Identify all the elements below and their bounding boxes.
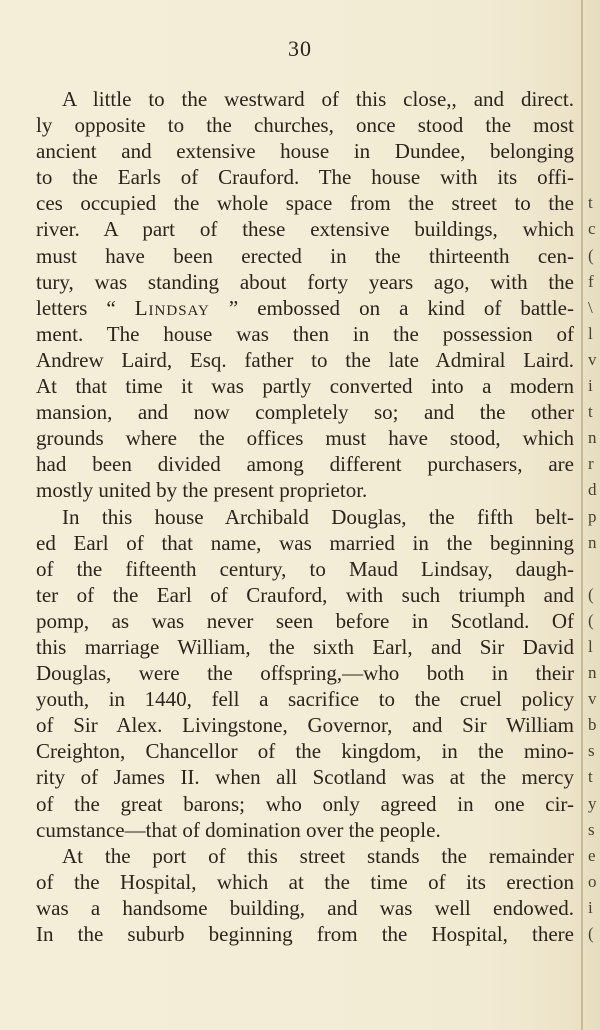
margin-char: ( (588, 610, 594, 630)
margin-char: s (588, 819, 595, 839)
margin-char: t (588, 402, 593, 422)
text-line: ed Earl of that name, was married in the beginning (36, 530, 574, 555)
text-line: letters “ Lindsay ” embossed on a kind of battle- (36, 295, 574, 320)
margin-char: b (588, 715, 597, 735)
margin-char: r (588, 454, 594, 474)
margin-char: n (588, 663, 597, 683)
text-line: to the Earls of Crauford. The house with its offi- (36, 165, 574, 190)
text-line: was a handsome building, and was well endowed. (36, 895, 574, 920)
margin-char: ( (588, 924, 594, 943)
text-line: ancient and extensive house in Dundee, belonging (36, 139, 574, 164)
margin-char (588, 86, 600, 112)
text-line: mansion, and now completely so; and the other (36, 400, 574, 425)
margin-char: n (588, 428, 597, 448)
margin-char: t (588, 767, 593, 787)
margin-char (588, 112, 600, 138)
margin-char: l (588, 636, 593, 656)
text-line: must have been erected in the thirteenth cen- (36, 243, 574, 268)
text-line: A little to the westward of this close,, and direct. (62, 87, 574, 111)
margin-char: c (588, 219, 596, 239)
text-line: grounds where the offices must have stood, which (36, 426, 574, 451)
text-line: cumstance—that of domination over the people. (36, 817, 441, 842)
text-line: Creighton, Chancellor of the kingdom, in the mino- (36, 739, 574, 764)
text-line: Andrew Laird, Esq. father to the late Admiral Laird. (36, 347, 574, 372)
text-line: had been divided among different purchasers, are (36, 452, 574, 477)
margin-char: \ (588, 297, 593, 317)
facing-page-edge-text (588, 86, 600, 947)
text-line: river. A part of these extensive buildings, which (36, 217, 574, 242)
margin-char: d (588, 480, 597, 500)
text-line: this marriage William, the sixth Earl, and Sir David (36, 634, 574, 659)
margin-char: i (588, 376, 593, 396)
margin-char: y (588, 793, 597, 813)
text-line: mostly united by the present proprietor. (36, 478, 368, 503)
margin-char: ( (588, 245, 594, 265)
text-line: ment. The house was then in the possession of (36, 321, 574, 346)
margin-char: ( (588, 584, 594, 604)
small-caps-word: Lindsay (134, 295, 210, 320)
margin-char: v (588, 349, 597, 369)
text-line: ter of the Earl of Crauford, with such triumph and (36, 582, 574, 607)
margin-char: l (588, 323, 593, 343)
margin-char: o (588, 871, 597, 891)
body-text (36, 86, 574, 947)
text-line: In the suburb beginning from the Hospital, there (36, 922, 574, 946)
margin-char: n (588, 532, 597, 552)
text-line: At that time it was partly converted into a modern (36, 374, 574, 399)
margin-char: s (588, 741, 595, 761)
margin-char (588, 138, 600, 164)
text-line: rity of James II. when all Scotland was at the mercy (36, 765, 574, 790)
text-line: Douglas, were the offspring,—who both in their (36, 661, 574, 686)
text-line: of the Hospital, which at the time of its erection (36, 869, 574, 894)
text-line: of the fifteenth century, to Maud Lindsay, daugh- (36, 556, 574, 581)
margin-char: t (588, 193, 593, 213)
text-line: youth, in 1440, fell a sacrifice to the cruel policy (36, 687, 574, 712)
text-line: pomp, as was never seen before in Scotland. Of (36, 608, 574, 633)
margin-char: e (588, 845, 596, 865)
margin-char: f (588, 271, 594, 291)
text-line: ces occupied the whole space from the street to the (36, 191, 574, 216)
text-line: of Sir Alex. Livingstone, Governor, and Sir William (36, 713, 574, 738)
margin-char: i (588, 897, 593, 917)
page-number: 30 (288, 36, 312, 61)
text-line: of the great barons; who only agreed in one cir- (36, 791, 574, 816)
margin-char (588, 556, 600, 582)
margin-char (588, 164, 600, 190)
text-line: tury, was standing about forty years ago, with the (36, 269, 574, 294)
page-edge-divider (581, 0, 583, 1030)
text-line: In this house Archibald Douglas, the fifth belt- (62, 504, 574, 529)
margin-char: v (588, 689, 597, 709)
text-line: At the port of this street stands the remainder (62, 843, 574, 868)
margin-char: p (588, 506, 597, 526)
text-line: ly opposite to the churches, once stood the most (36, 113, 574, 138)
